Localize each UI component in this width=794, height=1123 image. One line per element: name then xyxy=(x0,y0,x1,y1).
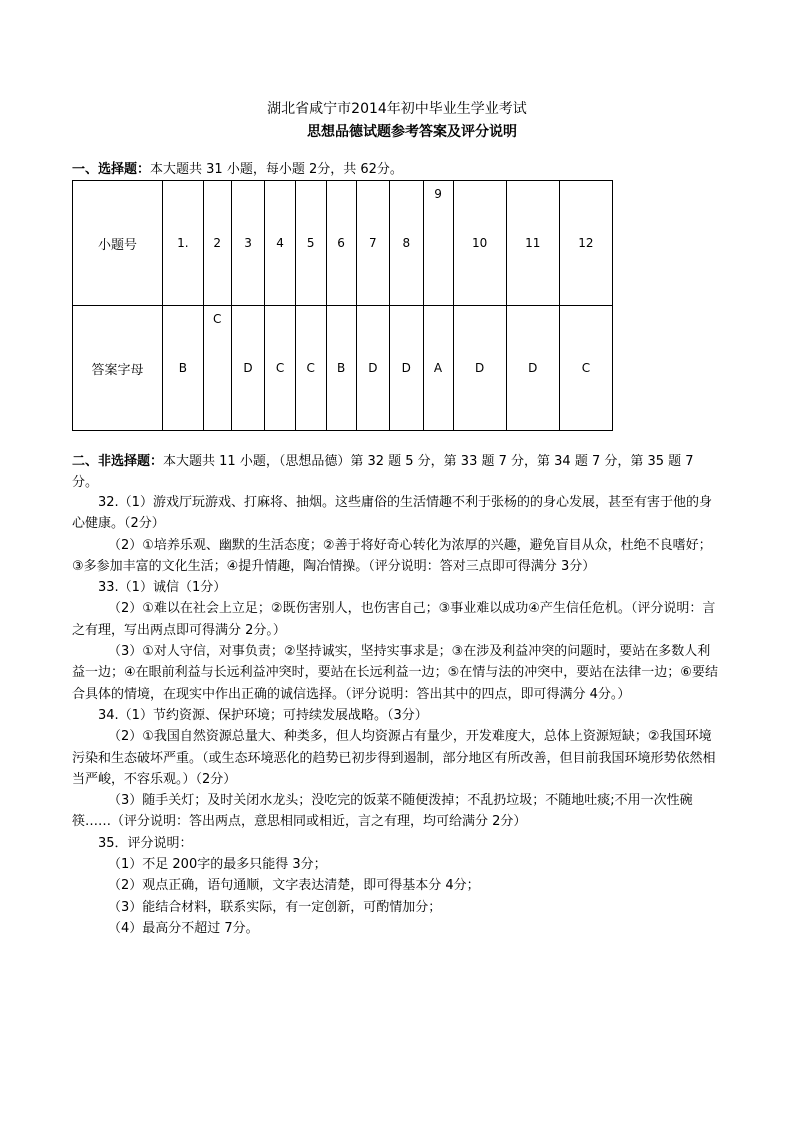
table-cell: C xyxy=(265,306,296,431)
paragraph: （4）最高分不超过 7分。 xyxy=(108,920,259,936)
paragraph: （2）①难以在社会上立足；②既伤害别人，也伤害自己；③事业难以成功④产生信任危机。（评分说明：言之有理，写出两点即可得满分 2分。） xyxy=(72,601,716,638)
table-row-answers xyxy=(73,306,613,431)
row-header: 答案字母 xyxy=(73,306,163,431)
document-title: 湖北省咸宁市2014年初中毕业生学业考试 xyxy=(267,101,527,117)
table-cell: 11 xyxy=(506,181,559,306)
section-1-heading xyxy=(72,159,722,180)
table-cell: 4 xyxy=(265,181,296,306)
table-cell: 5 xyxy=(295,181,326,306)
table-cell: 1. xyxy=(163,181,204,306)
paragraph: （2）①培养乐观、幽默的生活态度；②善于将好奇心转化为浓厚的兴趣，避免盲目从众，杜绝不良嗜好；③多参加丰富的文化生活；④提升情趣，陶冶情操。（评分说明：答对三点即可得满分 3分） xyxy=(72,537,712,574)
table-cell: 2 xyxy=(203,181,231,306)
table-cell-text: 9 xyxy=(434,187,442,201)
table-cell: D xyxy=(453,306,506,431)
table-cell: D xyxy=(506,306,559,431)
table-cell: D xyxy=(356,306,389,431)
paragraph: （3）随手关灯；及时关闭水龙头；没吃完的饭菜不随便泼掉；不乱扔垃圾；不随地吐痰;不用一次性碗筷……（评分说明：答出两点，意思相同或相近，言之有理，均可给满分 2分） xyxy=(72,793,693,830)
table-cell: 7 xyxy=(356,181,389,306)
table-cell: 10 xyxy=(453,181,506,306)
paragraph: 35．评分说明： xyxy=(98,835,193,851)
answer-table xyxy=(72,180,613,431)
table-cell: 8 xyxy=(390,181,423,306)
paragraph: （3）能结合材料，联系实际，有一定创新，可酌情加分； xyxy=(108,899,442,915)
answer-body xyxy=(72,492,722,939)
document-subtitle: 思想品德试题参考答案及评分说明 xyxy=(307,124,517,140)
paragraph: 32.（1）游戏厅玩游戏、打麻将、抽烟。这些庸俗的生活情趣不利于张杨的的身心发展，甚至有害于他的身心健康。（2分） xyxy=(72,495,712,532)
table-cell: C xyxy=(295,306,326,431)
paragraph: （2）①我国自然资源总量大、种类多，但人均资源占有量少，开发难度大，总体上资源短缺；②我国环境污染和生态破坏严重。（或生态环境恶化的趋势已初步得到遏制，部分地区有所改善，但目前我国环境形势依然相当严峻，不容乐观。）（2分） xyxy=(72,729,716,787)
table-cell: D xyxy=(231,306,264,431)
table-cell: C xyxy=(559,306,612,431)
paragraph: 33.（1）诚信（1分） xyxy=(98,580,227,596)
paragraph: （1）不足 200字的最多只能得 3分； xyxy=(108,857,327,873)
table-cell: B xyxy=(163,306,204,431)
row-header: 小题号 xyxy=(73,181,163,306)
table-cell: B xyxy=(326,306,356,431)
section-1-text: 本大题共 31 小题，每小题 2分，共 62分。 xyxy=(150,162,403,177)
section-2-text: 本大题共 11 小题，（思想品德）第 32 题 5 分，第 33 题 7 分，第 34 题 7 分，第 35 题 7 分。 xyxy=(72,454,694,490)
section-1-label: 一、选择题： xyxy=(72,162,151,177)
paragraph: 34.（1）节约资源、保护环境；可持续发展战略。（3分） xyxy=(98,707,428,723)
paragraph: （3）①对人守信，对事负责；②坚持诚实，坚持实事求是；③在涉及利益冲突的问题时，要站在多数人利益一边；④在眼前利益与长远利益冲突时，要站在长远利益一边；⑤在情与法的冲突中，要站在法律一边；⑥要结合具体的情境，在现实中作出正确的诚信选择。（评分说明：答出其中的四点，即可得满分 4分。） xyxy=(72,644,718,702)
section-2-label: 二、非选择题： xyxy=(72,454,164,469)
table-cell: 6 xyxy=(326,181,356,306)
table-cell: 3 xyxy=(231,181,264,306)
table-cell xyxy=(203,306,231,431)
paragraph: （2）观点正确，语句通顺，文字表达清楚，即可得基本分 4分； xyxy=(108,878,480,894)
table-cell xyxy=(423,181,453,306)
table-cell: A xyxy=(423,306,453,431)
table-cell: D xyxy=(390,306,423,431)
section-2-heading xyxy=(72,451,722,493)
table-cell: 12 xyxy=(559,181,612,306)
table-row-numbers xyxy=(73,181,613,306)
table-cell-text: C xyxy=(213,312,222,326)
